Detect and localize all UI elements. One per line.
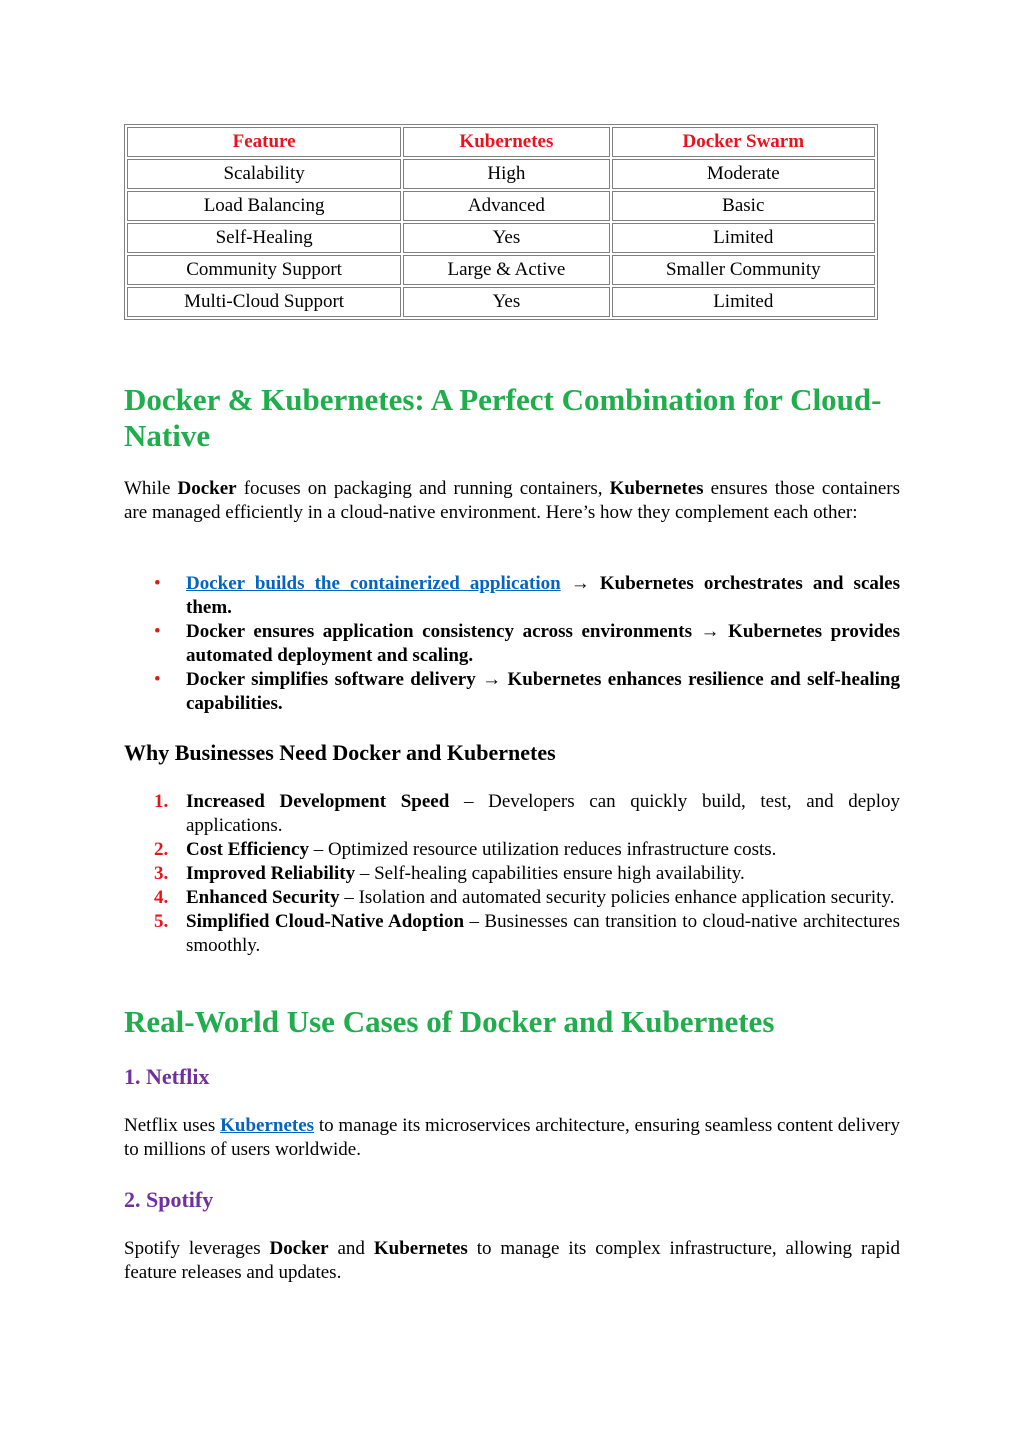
table-cell: Multi-Cloud Support [127,287,401,317]
table-header-cell: Feature [127,127,401,157]
table-cell: High [403,159,609,189]
comparison-table [124,124,878,320]
spotify-heading: 2. Spotify [124,1187,214,1212]
table-cell: Yes [403,287,609,317]
section-title-why: Why Businesses Need Docker and Kubernetes [124,740,556,765]
bullet-icon: • [154,669,161,690]
list-item: • Docker simplifies software delivery → Kubernetes enhances resilience and self-healing capabilities. [154,669,900,714]
table-cell: Basic [612,191,875,221]
section-title-combination: Docker & Kubernetes: A Perfect Combination for Cloud-Native [124,382,882,453]
table-row [127,159,875,189]
table-cell: Load Balancing [127,191,401,221]
table-row [127,287,875,317]
netflix-heading: 1. Netflix [124,1064,210,1089]
table-row [127,255,875,285]
table-cell: Yes [403,223,609,253]
table-header-cell: Docker Swarm [612,127,875,157]
list-item: • Docker ensures application consistency across environments → Kubernetes provides automated deployment and scaling. [154,621,900,666]
list-item: 1. Increased Development Speed – Developers can quickly build, test, and deploy applications. [154,791,900,836]
spotify-paragraph: Spotify leverages Docker and Kubernetes to manage its complex infrastructure, allowing rapid feature releases and updates. [124,1238,900,1283]
intro-paragraph: While Docker focuses on packaging and running containers, Kubernetes ensures those containers are managed efficiently in a cloud-native environment. Here’s how they complement each other: [124,478,900,523]
complement-list [124,572,900,716]
bullet-icon: • [154,621,161,642]
list-item: 3. Improved Reliability – Self-healing capabilities ensure high availability. [154,863,745,884]
table-cell: Limited [612,287,875,317]
table-header-cell: Kubernetes [403,127,609,157]
table-row [127,191,875,221]
table-cell: Community Support [127,255,401,285]
table-cell: Large & Active [403,255,609,285]
table-row [127,223,875,253]
section-title-use-cases: Real-World Use Cases of Docker and Kubernetes [124,1004,775,1039]
kubernetes-link[interactable]: Kubernetes [220,1115,315,1136]
table-cell: Moderate [612,159,875,189]
table-cell: Scalability [127,159,401,189]
bullet-icon: • [154,573,161,594]
table-cell: Advanced [403,191,609,221]
list-item: 4. Enhanced Security – Isolation and automated security policies enhance application security. [154,887,895,908]
table-cell: Smaller Community [612,255,875,285]
list-item: 5. Simplified Cloud-Native Adoption – Businesses can transition to cloud-native architectures smoothly. [154,911,900,956]
table-cell: Self-Healing [127,223,401,253]
list-item: 2. Cost Efficiency – Optimized resource utilization reduces infrastructure costs. [154,839,777,860]
table-cell: Limited [612,223,875,253]
docker-containerized-link[interactable]: Docker builds the containerized application [186,573,561,594]
benefits-list [124,790,900,958]
table-header-row [127,127,875,157]
list-item: • Docker builds the containerized application → Kubernetes orchestrates and scales them. [154,573,900,618]
netflix-paragraph: Netflix uses Kubernetes to manage its microservices architecture, ensuring seamless content delivery to millions of users worldwide. [124,1115,901,1160]
